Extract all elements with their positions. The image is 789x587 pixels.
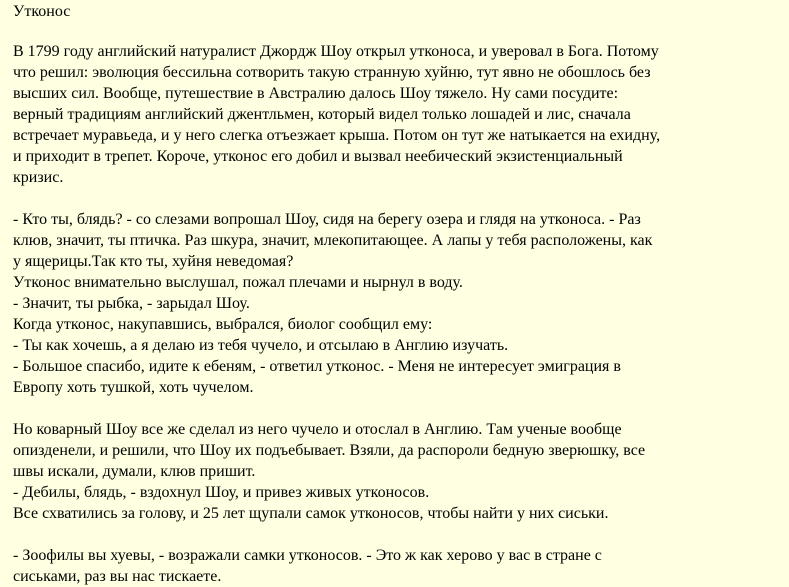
text-line: Европу хоть тушкой, хоть чучелом. <box>13 379 254 396</box>
text-line: что решил: эволюция бессильна сотворить такую странную хуйню, тут явно не обошлось без <box>13 64 651 81</box>
text-line: у ящерицы.Так кто ты, хуйня неведомая? <box>13 253 294 270</box>
text-line: - Кто ты, блядь? - со слезами вопрошал Шоу, сидя на берегу озера и глядя на утконоса. - Раз <box>13 211 641 228</box>
text-line: кризис. <box>13 169 64 186</box>
text-line: и приходит в трепет. Короче, утконос его добил и вызвал неебический экзистенциальный <box>13 148 623 165</box>
text-line: Все схватились за голову, и 25 лет щупали самок утконосов, чтобы найти у них сиськи. <box>13 505 609 522</box>
text-line: швы искали, думали, клюв пришит. <box>13 463 256 480</box>
text-line: опизденели, и решили, что Шоу их подъебывает. Взяли, да распороли бедную зверюшку, все <box>13 442 646 459</box>
text-line: сиськами, раз вы нас тискаете. <box>13 568 222 585</box>
text-line: Когда утконос, накупавшись, выбрался, биолог сообщил ему: <box>13 316 433 333</box>
text-line: клюв, значит, ты птичка. Раз шкура, значит, млекопитающее. А лапы у тебя расположены, как <box>13 232 653 249</box>
text-line: Утконос внимательно выслушал, пожал плечами и нырнул в воду. <box>13 274 463 291</box>
text-line: верный традициям английский джентльмен, который видел только лошадей и лис, сначала <box>13 106 631 123</box>
text-line: - Зоофилы вы хуевы, - возражали самки утконосов. - Это ж как херово у вас в стране с <box>13 547 602 564</box>
text-line: Но коварный Шоу все же сделал из него чучело и отослал в Англию. Там ученые вообще <box>13 421 622 438</box>
text-line: - Значит, ты рыбка, - зарыдал Шоу. <box>13 295 250 312</box>
text-line: - Большое спасибо, идите к ебеням, - ответил утконос. - Меня не интересует эмиграция в <box>13 358 621 375</box>
text-line: встречает муравьеда, и у него слегка отъезжает крыша. Потом он тут же натыкается на ехидну, <box>13 127 661 144</box>
text-line: высших сил. Вообще, путешествие в Австралию далось Шоу тяжело. Ну сами посудите: <box>13 85 619 102</box>
text-line: - Ты как хочешь, а я делаю из тебя чучело, и отсылаю в Англию изучать. <box>13 337 509 354</box>
text-line: В 1799 году английский натуралист Джордж Шоу открыл утконоса, и уверовал в Бога. Потому <box>13 43 659 60</box>
text-line: - Дебилы, блядь, - вздохнул Шоу, и привез живых утконосов. <box>13 484 430 501</box>
document-title: Утконос <box>13 3 71 20</box>
